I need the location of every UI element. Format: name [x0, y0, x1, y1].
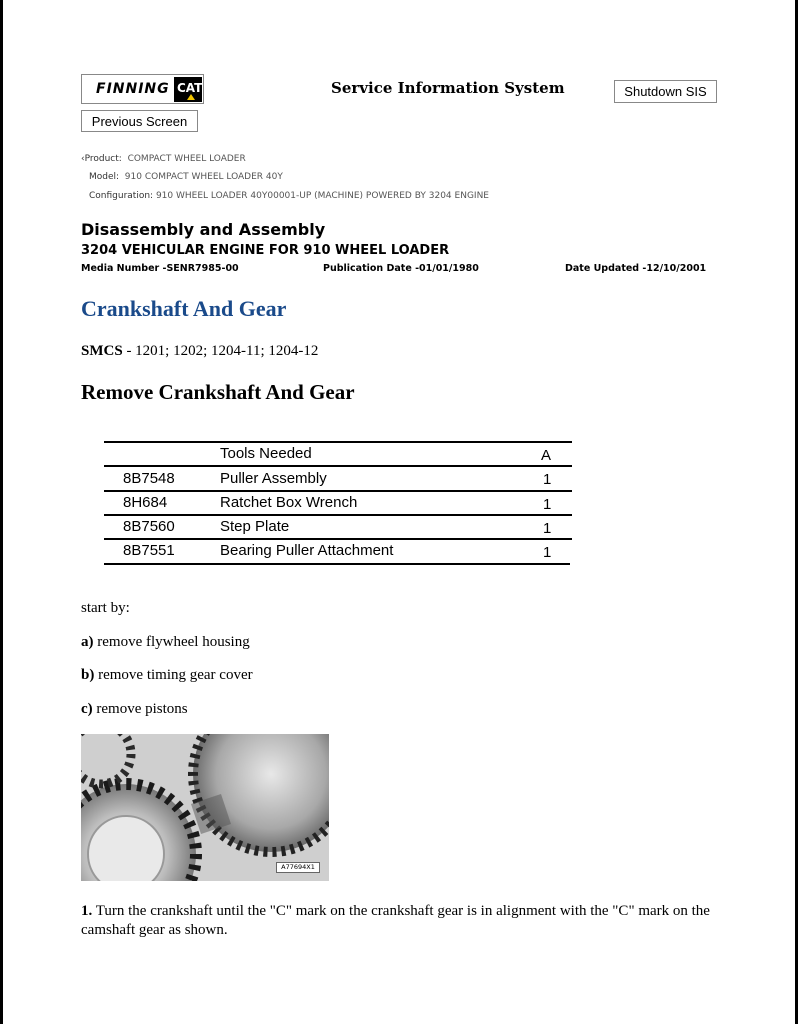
page-title: Service Information System: [331, 79, 565, 97]
tool-qty: 1: [543, 520, 552, 537]
step-1-number: 1.: [81, 903, 93, 919]
media-number: Media Number -SENR7985-00: [81, 263, 239, 274]
model-value: 910 COMPACT WHEEL LOADER 40Y: [124, 172, 283, 182]
table-rule: [104, 538, 572, 540]
tool-part-number: 8H684: [123, 494, 168, 511]
prereq-c-text: remove pistons: [96, 701, 188, 717]
tool-qty: 1: [543, 544, 552, 561]
table-rule: [104, 441, 572, 443]
smcs-value: - 1201; 1202; 1204-11; 1204-12: [126, 343, 319, 359]
section-title: Crankshaft And Gear: [81, 296, 287, 321]
tool-name: Ratchet Box Wrench: [220, 494, 358, 511]
tool-name: Puller Assembly: [220, 470, 327, 487]
tool-part-number: 8B7548: [123, 470, 175, 487]
prereq-a-text: remove flywheel housing: [97, 634, 250, 650]
back-arrow-icon[interactable]: ‹: [81, 154, 85, 164]
gear-photo-illustration: [81, 734, 329, 881]
date-updated: Date Updated -12/10/2001: [565, 263, 707, 274]
table-rule: [104, 465, 572, 467]
table-rule: [104, 490, 572, 492]
product-line: [81, 154, 246, 164]
gear-alignment-photo: [81, 734, 329, 881]
window-border-left: [0, 0, 3, 1024]
step-1: [81, 902, 721, 940]
cat-triangle-icon: [187, 94, 195, 100]
model-label: Model:: [89, 172, 120, 182]
tool-name: Bearing Puller Attachment: [220, 542, 394, 559]
configuration-label: Configuration:: [89, 191, 154, 201]
shutdown-sis-button[interactable]: Shutdown SIS: [614, 80, 717, 103]
product-value: COMPACT WHEEL LOADER: [127, 154, 246, 164]
smcs-label: SMCS: [81, 343, 123, 359]
document-subtitle: 3204 VEHICULAR ENGINE FOR 910 WHEEL LOADER: [81, 243, 450, 258]
configuration-value: 910 WHEEL LOADER 40Y00001-UP (MACHINE) POWERED BY 3204 ENGINE: [155, 191, 489, 201]
start-by-text: start by:: [81, 600, 130, 616]
prereq-b-text: remove timing gear cover: [98, 667, 253, 683]
model-line: [89, 172, 283, 182]
previous-screen-button[interactable]: Previous Screen: [81, 110, 198, 132]
prereq-step-a: [81, 634, 250, 651]
tool-part-number: 8B7551: [123, 542, 175, 559]
prereq-step-c: [81, 701, 188, 718]
publication-date: Publication Date -01/01/1980: [323, 263, 479, 274]
document-type-title: Disassembly and Assembly: [81, 220, 326, 239]
procedure-title: Remove Crankshaft And Gear: [81, 380, 355, 404]
tool-part-number: 8B7560: [123, 518, 175, 535]
smcs-codes: [81, 343, 318, 360]
tool-name: Step Plate: [220, 518, 290, 535]
finning-cat-logo: [81, 74, 204, 104]
configuration-line: [89, 191, 489, 201]
tools-header-name: Tools Needed: [220, 445, 312, 462]
cat-logo-icon: [174, 77, 202, 102]
prereq-b-label: b): [81, 667, 95, 683]
figure-label: A77694X1: [276, 862, 320, 873]
tools-header-qty: A: [541, 447, 552, 464]
table-rule: [104, 563, 570, 565]
product-label: Product:: [84, 154, 122, 164]
table-rule: [104, 514, 572, 516]
tool-qty: 1: [543, 496, 552, 513]
finning-logo-text: FINNING: [96, 81, 170, 97]
prereq-c-label: c): [81, 701, 93, 717]
tool-qty: 1: [543, 471, 552, 488]
step-1-text: Turn the crankshaft until the "C" mark on the crankshaft gear is in alignment with the "C" mark on the camshaft gear as shown.: [81, 903, 710, 938]
prereq-a-label: a): [81, 634, 94, 650]
cat-logo-text: CAT: [177, 81, 203, 95]
prereq-step-b: [81, 667, 253, 684]
